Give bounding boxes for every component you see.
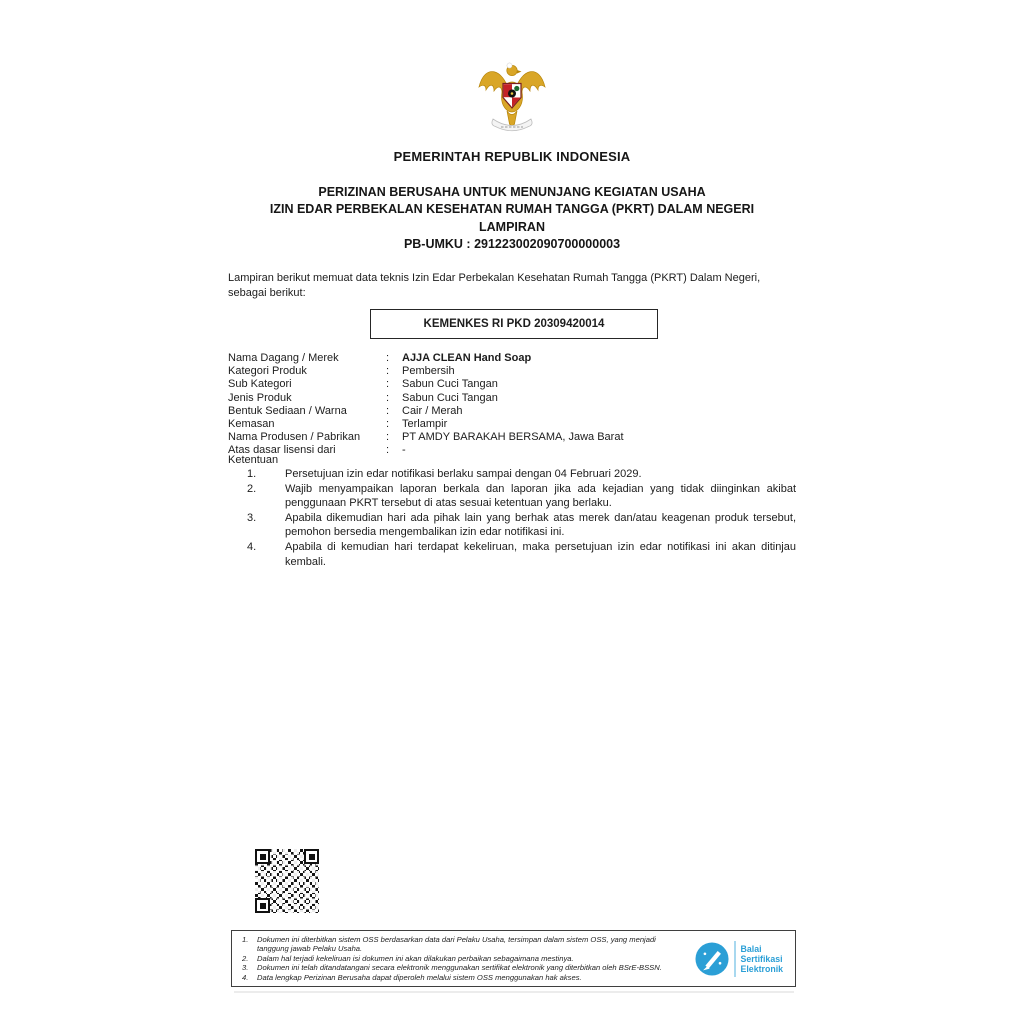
field-label: Bentuk Sediaan / Warna — [228, 404, 347, 417]
footer-note-number: 2. — [242, 953, 249, 963]
field-row-atas-dasar-lisensi — [228, 444, 798, 457]
title-line-2: IZIN EDAR PERBEKALAN KESEHATAN RUMAH TANGGA (PKRT) DALAM NEGERI — [269, 202, 755, 217]
title-line-1: PERIZINAN BERUSAHA UNTUK MENUNJANG KEGIATAN USAHA — [318, 185, 706, 199]
qr-code — [252, 846, 322, 916]
field-value: Terlampir — [402, 418, 448, 431]
footer-note-number: 1. — [242, 934, 249, 944]
qr-finder-icon — [304, 849, 319, 864]
certificate-number: KEMENKES RI PKD 20309420014 — [423, 318, 605, 330]
qr-finder-icon — [255, 849, 270, 864]
footer-note-2 — [237, 954, 693, 963]
qr-code-pattern — [255, 849, 319, 913]
field-colon: : — [386, 444, 390, 457]
field-label: Nama Produsen / Pabrikan — [228, 431, 361, 444]
ketentuan-item-1 — [228, 467, 796, 482]
ketentuan-list — [228, 467, 796, 569]
field-colon: : — [386, 404, 390, 417]
field-value: - — [402, 444, 406, 457]
ketentuan-text: Wajib menyampaikan laporan berkala dan laporan jika ada kejadian yang tidak diinginkan akibat penggunaan PKRT tersebut di atas sesuai ketentuan yang berlaku. — [285, 482, 796, 510]
footer-note-number: 4. — [242, 972, 249, 982]
field-colon: : — [386, 418, 390, 431]
ketentuan-item-4 — [228, 540, 796, 569]
field-colon: : — [386, 352, 390, 364]
field-row-bentuk-sediaan — [228, 405, 798, 418]
field-colon: : — [386, 378, 390, 391]
field-colon: : — [386, 391, 390, 404]
field-colon: : — [386, 431, 390, 444]
garuda-pancasila-emblem-icon — [476, 56, 548, 140]
government-title: PEMERINTAH REPUBLIK INDONESIA — [393, 149, 631, 164]
footer-note-3 — [237, 963, 693, 972]
footer-notes-box — [231, 930, 796, 987]
footer-note-1 — [237, 935, 693, 954]
field-value: PT AMDY BARAKAH BERSAMA, Jawa Barat — [402, 431, 624, 444]
field-label: Sub Kategori — [228, 378, 292, 391]
footer-note-text: Dokumen ini telah ditandatangani secara elektronik menggunakan sertifikat elektronik yang diterbitkan oleh BSrE-BSSN. — [257, 963, 662, 973]
footer-note-text: Dalam hal terjadi kekeliruan isi dokumen ini akan dilakukan perbaikan sebagaimana mestinya. — [257, 953, 574, 963]
ketentuan-number: 1. — [247, 468, 257, 480]
field-label: Jenis Produk — [228, 391, 292, 404]
ketentuan-item-2 — [228, 482, 796, 511]
ketentuan-text: Apabila di kemudian hari terdapat kekeliruan, maka persetujuan izin edar notifikasi ini akan ditinjau kembali. — [285, 540, 796, 568]
intro-paragraph: Lampiran berikut memuat data teknis Izin Edar Perbekalan Kesehatan Rumah Tangga (PKRT) Dalam Negeri, sebagai berikut: — [228, 272, 761, 299]
ketentuan-number: 3. — [247, 511, 257, 524]
field-value: AJJA CLEAN Hand Soap — [402, 352, 532, 364]
field-row-kategori-produk — [228, 365, 798, 378]
footer-note-text: Dokumen ini diterbitkan sistem OSS berdasarkan data dari Pelaku Usaha, tersimpan dalam sistem OSS, yang menjadi tanggung jawab Pelaku Usaha. — [257, 934, 656, 954]
footer-note-number: 3. — [242, 963, 249, 973]
ketentuan-text: Apabila dikemudian hari ada pihak lain yang berhak atas merek dan/atau keagenan produk tersebut, pemohon bersedia mengembalikan izin edar notifikasi ini. — [285, 511, 796, 539]
logo-divider — [734, 941, 736, 977]
bsre-logo-text — [741, 944, 784, 974]
logo-text-line: Elektronik — [740, 963, 784, 974]
page-boundary-line — [234, 991, 794, 993]
product-fields-table — [228, 352, 798, 458]
ketentuan-text: Persetujuan izin edar notifikasi berlaku sampai dengan 04 Februari 2029. — [285, 468, 642, 480]
pb-umku-number: PB-UMKU : 291223002090700000003 — [403, 236, 621, 251]
footer-notes-list — [232, 931, 695, 986]
field-value: Sabun Cuci Tangan — [402, 391, 498, 404]
field-label: Nama Dagang / Merek — [228, 352, 339, 364]
ketentuan-heading: Ketentuan — [228, 454, 279, 466]
field-row-nama-produsen — [228, 431, 798, 444]
field-value: Cair / Merah — [402, 404, 463, 417]
bsre-pen-icon — [695, 942, 729, 976]
ketentuan-item-3 — [228, 511, 796, 540]
footer-note-text: Data lengkap Perizinan Berusaha dapat diperoleh melalui sistem OSS menggunakan hak akses. — [257, 972, 582, 982]
field-value: Pembersih — [402, 365, 455, 378]
field-row-nama-dagang — [228, 352, 798, 365]
field-row-jenis-produk — [228, 392, 798, 405]
field-label: Atas dasar lisensi dari — [228, 444, 336, 457]
ketentuan-number: 4. — [247, 540, 257, 553]
logo-text-line: Balai — [740, 943, 762, 954]
qr-finder-icon — [255, 898, 270, 913]
field-row-sub-kategori — [228, 378, 798, 391]
field-label: Kemasan — [228, 418, 275, 431]
document-title-block — [0, 184, 1024, 253]
field-row-kemasan — [228, 418, 798, 431]
ketentuan-number: 2. — [247, 482, 257, 495]
logo-text-line: Sertifikasi — [740, 953, 783, 964]
field-label: Kategori Produk — [228, 365, 307, 378]
footer-note-4 — [237, 973, 693, 982]
field-value: Sabun Cuci Tangan — [402, 378, 498, 391]
field-colon: : — [386, 365, 390, 378]
title-line-lampiran: LAMPIRAN — [479, 219, 545, 234]
kemenkes-certificate-box — [370, 309, 658, 339]
bsre-logo — [695, 941, 795, 977]
